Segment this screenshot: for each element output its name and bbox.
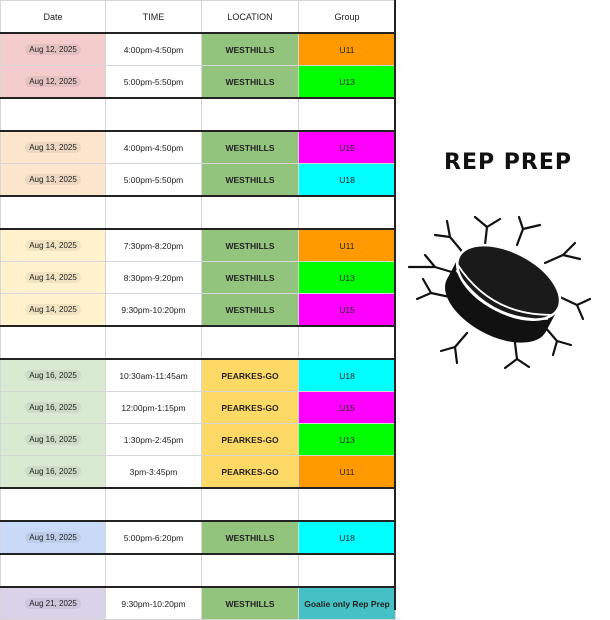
location-cell: WESTHILLS	[202, 521, 299, 554]
table-row	[1, 131, 396, 164]
date-badge: Aug 16, 2025	[25, 434, 81, 445]
date-cell	[1, 456, 106, 489]
table-row	[1, 392, 396, 424]
date-cell	[1, 424, 106, 456]
table-row	[1, 359, 396, 392]
date-cell	[1, 587, 106, 620]
location-cell: WESTHILLS	[202, 66, 299, 99]
location-cell: WESTHILLS	[202, 131, 299, 164]
header-date: Date	[1, 1, 106, 34]
location-cell: WESTHILLS	[202, 33, 299, 66]
header-row	[1, 1, 396, 34]
header-group: Group	[299, 1, 396, 34]
spacer-row	[1, 196, 396, 229]
date-badge: Aug 16, 2025	[25, 466, 81, 477]
group-cell: U18	[299, 521, 396, 554]
spacer-row	[1, 554, 396, 587]
time-cell: 7:30pm-8:20pm	[106, 229, 202, 262]
location-cell: PEARKES-GO	[202, 424, 299, 456]
time-cell: 9:30pm-10:20pm	[106, 294, 202, 327]
date-badge: Aug 19, 2025	[25, 532, 81, 543]
location-cell: WESTHILLS	[202, 164, 299, 197]
table-frame-edge	[394, 0, 396, 610]
group-cell: U11	[299, 456, 396, 489]
date-cell	[1, 294, 106, 327]
date-cell	[1, 164, 106, 197]
date-cell	[1, 392, 106, 424]
time-cell: 5:00pm-5:50pm	[106, 164, 202, 197]
date-badge: Aug 14, 2025	[25, 272, 81, 283]
location-cell: WESTHILLS	[202, 229, 299, 262]
group-cell: U15	[299, 294, 396, 327]
date-badge: Aug 16, 2025	[25, 402, 81, 413]
date-cell	[1, 66, 106, 99]
date-cell	[1, 262, 106, 294]
location-cell: PEARKES-GO	[202, 359, 299, 392]
date-badge: Aug 12, 2025	[25, 44, 81, 55]
group-cell: U15	[299, 131, 396, 164]
date-badge: Aug 12, 2025	[25, 76, 81, 87]
date-badge: Aug 21, 2025	[25, 598, 81, 609]
table-row	[1, 164, 396, 197]
date-cell	[1, 359, 106, 392]
date-cell	[1, 229, 106, 262]
date-badge: Aug 16, 2025	[25, 370, 81, 381]
time-cell: 5:00pm-6:20pm	[106, 521, 202, 554]
table-row	[1, 229, 396, 262]
time-cell: 8:30pm-9:20pm	[106, 262, 202, 294]
group-cell: U15	[299, 392, 396, 424]
table-row	[1, 294, 396, 327]
location-cell: PEARKES-GO	[202, 456, 299, 489]
table-row	[1, 262, 396, 294]
group-cell: U11	[299, 229, 396, 262]
location-cell: WESTHILLS	[202, 294, 299, 327]
time-cell: 4:00pm-4:50pm	[106, 131, 202, 164]
group-cell: U11	[299, 33, 396, 66]
date-cell	[1, 33, 106, 66]
group-cell: U18	[299, 359, 396, 392]
table-row	[1, 456, 396, 489]
group-cell: U18	[299, 164, 396, 197]
date-badge: Aug 13, 2025	[25, 174, 81, 185]
table-row	[1, 424, 396, 456]
cracked-hockey-puck-icon	[405, 215, 595, 370]
table-row	[1, 587, 396, 620]
time-cell: 5:00pm-5:50pm	[106, 66, 202, 99]
time-cell: 3pm-3:45pm	[106, 456, 202, 489]
group-cell: U13	[299, 262, 396, 294]
table-row	[1, 33, 396, 66]
group-cell: U13	[299, 424, 396, 456]
time-cell: 9:30pm-10:20pm	[106, 587, 202, 620]
table-row	[1, 521, 396, 554]
date-badge: Aug 14, 2025	[25, 304, 81, 315]
spacer-row	[1, 326, 396, 359]
location-cell: PEARKES-GO	[202, 392, 299, 424]
group-cell: Goalie only Rep Prep	[299, 587, 396, 620]
spacer-row	[1, 98, 396, 131]
date-badge: Aug 14, 2025	[25, 240, 81, 251]
date-badge: Aug 13, 2025	[25, 142, 81, 153]
table-row	[1, 66, 396, 99]
location-cell: WESTHILLS	[202, 587, 299, 620]
group-cell: U13	[299, 66, 396, 99]
date-cell	[1, 131, 106, 164]
time-cell: 12:00pm-1:15pm	[106, 392, 202, 424]
time-cell: 4:00pm-4:50pm	[106, 33, 202, 66]
time-cell: 1:30pm-2:45pm	[106, 424, 202, 456]
location-cell: WESTHILLS	[202, 262, 299, 294]
header-location: LOCATION	[202, 1, 299, 34]
header-time: TIME	[106, 1, 202, 34]
date-cell	[1, 521, 106, 554]
brand-title: REP PREP	[444, 150, 572, 175]
spacer-row	[1, 488, 396, 521]
time-cell: 10:30am-11:45am	[106, 359, 202, 392]
